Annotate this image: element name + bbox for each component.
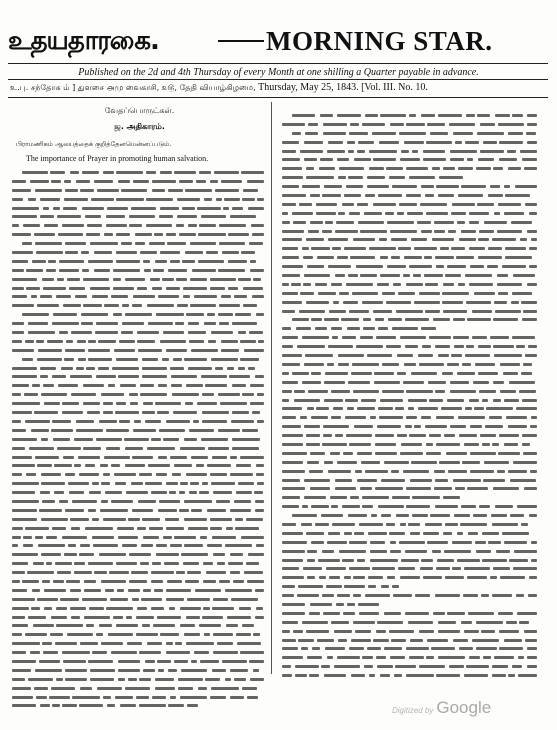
text-line — [282, 182, 537, 191]
text-line — [282, 600, 537, 609]
text-line — [12, 399, 267, 408]
text-line — [282, 476, 537, 485]
text-line — [282, 360, 537, 369]
google-watermark — [392, 698, 491, 718]
text-line — [282, 644, 537, 653]
text-line — [282, 609, 537, 618]
text-line — [282, 209, 537, 218]
dateline-tamil: உ.பு. சந்தோக ம் ] துளசை ௮மு வைகாசி, ௨௫, தேதி வியாழ்கிழமை, — [10, 83, 256, 92]
text-line — [12, 301, 267, 310]
text-line — [12, 195, 267, 204]
text-line — [12, 666, 267, 675]
text-line — [12, 275, 267, 284]
text-line — [12, 568, 267, 577]
text-line — [282, 253, 537, 262]
text-line — [12, 346, 267, 355]
text-line — [282, 235, 537, 244]
text-line — [12, 506, 267, 515]
text-line — [282, 662, 537, 671]
text-line — [12, 337, 267, 346]
text-line — [282, 511, 537, 520]
text-line — [282, 147, 537, 156]
text-line — [12, 701, 267, 710]
text-line — [12, 479, 267, 488]
text-line — [282, 591, 537, 600]
text-line — [282, 564, 537, 573]
text-line — [282, 111, 537, 120]
text-line — [12, 630, 267, 639]
text-line — [282, 627, 537, 636]
text-line — [282, 200, 537, 209]
text-line — [282, 573, 537, 582]
text-line — [12, 168, 267, 177]
text-line — [12, 613, 267, 622]
text-line — [282, 431, 537, 440]
text-line — [282, 529, 537, 538]
text-line — [282, 467, 537, 476]
text-line — [282, 618, 537, 627]
text-line — [282, 351, 537, 360]
text-line — [12, 559, 267, 568]
text-line — [12, 417, 267, 426]
text-line — [12, 533, 267, 542]
dateline-bottom-rule — [8, 97, 548, 98]
text-line — [282, 289, 537, 298]
text-line — [12, 381, 267, 390]
text-line — [282, 271, 537, 280]
text-line — [12, 408, 267, 417]
text-line — [12, 621, 267, 630]
text-line — [282, 120, 537, 129]
text-line — [12, 541, 267, 550]
right-column — [282, 106, 537, 680]
text-line — [282, 538, 537, 547]
text-line — [12, 248, 267, 257]
text-line — [282, 218, 537, 227]
text-line — [12, 470, 267, 479]
text-line — [12, 328, 267, 337]
masthead-title-english: MORNING STAR. — [266, 26, 493, 56]
text-line — [282, 315, 537, 324]
text-line — [282, 227, 537, 236]
article-subtitle-tamil: பிராமணிகம் ஆலயத்தைக் குறித்தேனமென்னப்படும். — [16, 140, 172, 148]
text-line — [282, 333, 537, 342]
text-line — [12, 364, 267, 373]
text-line — [12, 212, 267, 221]
text-line — [12, 524, 267, 533]
text-line — [12, 372, 267, 381]
text-line — [12, 648, 267, 657]
text-line — [282, 173, 537, 182]
text-line — [282, 636, 537, 645]
right-text-block — [282, 111, 537, 680]
text-line — [12, 221, 267, 230]
text-line — [282, 307, 537, 316]
text-line — [282, 324, 537, 333]
text-line — [282, 440, 537, 449]
text-line — [282, 582, 537, 591]
text-line — [12, 444, 267, 453]
text-line — [282, 342, 537, 351]
chapter-heading: ஜ. அதிகாரம். — [114, 122, 165, 131]
text-line — [12, 257, 267, 266]
top-rule — [8, 63, 548, 64]
text-line — [12, 204, 267, 213]
text-line — [12, 310, 267, 319]
text-line — [12, 497, 267, 506]
text-line — [282, 413, 537, 422]
dateline-date: Thursday, May 25, 1843. — [258, 82, 359, 93]
text-line — [282, 262, 537, 271]
text-line — [12, 693, 267, 702]
text-line — [282, 244, 537, 253]
text-line — [12, 284, 267, 293]
text-line — [282, 653, 537, 662]
dateline-top-rule — [8, 79, 548, 80]
text-line — [12, 675, 267, 684]
dateline — [10, 82, 546, 93]
column-divider — [271, 102, 272, 674]
text-line — [12, 595, 267, 604]
text-line — [12, 577, 267, 586]
text-line — [12, 550, 267, 559]
text-line — [12, 657, 267, 666]
text-line — [282, 298, 537, 307]
text-line — [282, 280, 537, 289]
text-line — [282, 387, 537, 396]
left-text-block — [12, 168, 267, 710]
text-line — [282, 484, 537, 493]
text-line — [12, 586, 267, 595]
text-line — [282, 378, 537, 387]
text-line — [282, 138, 537, 147]
text-line — [12, 266, 267, 275]
text-line — [12, 230, 267, 239]
left-column — [12, 104, 267, 710]
text-line — [12, 390, 267, 399]
text-line — [12, 515, 267, 524]
text-line — [12, 186, 267, 195]
text-line — [12, 604, 267, 613]
text-line — [12, 435, 267, 444]
watermark-brand: Google — [436, 698, 492, 717]
text-line — [12, 319, 267, 328]
article-heading: வேதப்பொருட்கள். — [104, 106, 175, 115]
text-line — [282, 396, 537, 405]
watermark-prefix: Digitized by — [392, 706, 434, 715]
text-line — [12, 461, 267, 470]
text-line — [282, 458, 537, 467]
text-line — [282, 191, 537, 200]
masthead-title-tamil: உதயதாரகை. — [8, 26, 159, 56]
text-line — [282, 547, 537, 556]
text-line — [12, 684, 267, 693]
text-line — [282, 129, 537, 138]
text-line — [282, 369, 537, 378]
text-line — [12, 488, 267, 497]
published-line: Published on the 2d and 4th Thursday of every Month at one shilling a Quarter payable in advance. — [78, 67, 479, 78]
text-line — [12, 355, 267, 364]
text-line — [12, 639, 267, 648]
text-line — [282, 155, 537, 164]
masthead — [8, 22, 548, 60]
text-line — [282, 502, 537, 511]
text-line — [12, 426, 267, 435]
text-line — [282, 449, 537, 458]
text-line — [282, 671, 537, 680]
text-line — [282, 556, 537, 565]
dateline-volume: [Vol. III. No. 10. — [361, 82, 428, 93]
text-line — [282, 493, 537, 502]
text-line — [282, 422, 537, 431]
text-line — [282, 164, 537, 173]
text-line — [282, 520, 537, 529]
text-line — [282, 404, 537, 413]
text-line — [12, 292, 267, 301]
text-line — [12, 239, 267, 248]
text-line — [12, 177, 267, 186]
text-line — [12, 453, 267, 462]
article-title-english: The importance of Prayer in promoting human salvation. — [26, 154, 209, 163]
masthead-dash — [218, 40, 264, 42]
